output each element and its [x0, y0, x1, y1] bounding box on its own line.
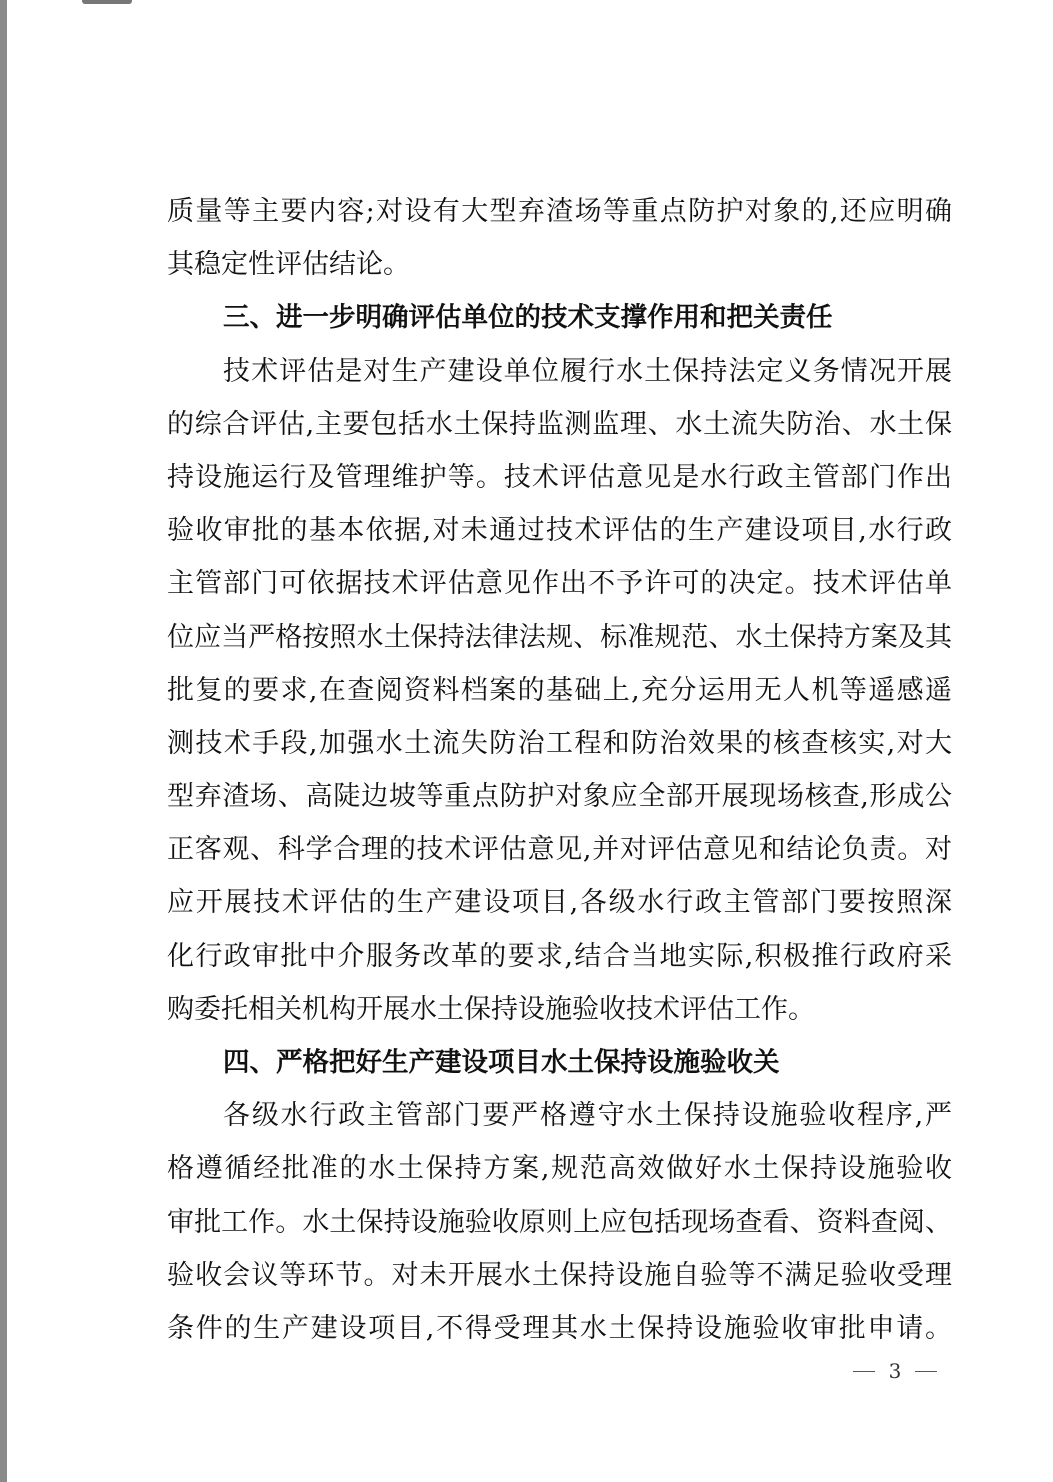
body-line: 验收会议等环节。对未开展水土保持设施自验等不满足验收受理 [167, 1259, 952, 1291]
body-line: 批复的要求,在查阅资料档案的基础上,充分运用无人机等遥感遥 [167, 674, 952, 706]
body-line: 的综合评估,主要包括水土保持监测监理、水土流失防治、水土保 [167, 408, 952, 440]
body-line: 条件的生产建设项目,不得受理其水土保持设施验收审批申请。 [167, 1312, 952, 1344]
body-line: 其稳定性评估结论。 [167, 249, 410, 281]
document-body [167, 185, 952, 1355]
section-heading: 三、进一步明确评估单位的技术支撑作用和把关责任 [223, 302, 833, 334]
page-footer [845, 1355, 945, 1387]
body-line: 购委托相关机构开展水土保持设施验收技术评估工作。 [167, 993, 815, 1025]
body-line: 化行政审批中介服务改革的要求,结合当地实际,积极推行政府采 [167, 940, 952, 972]
body-line: 格遵循经批准的水土保持方案,规范高效做好水土保持设施验收 [167, 1153, 952, 1185]
body-line: 主管部门可依据技术评估意见作出不予许可的决定。技术评估单 [167, 568, 952, 600]
paragraph-start-line: 技术评估是对生产建设单位履行水土保持法定义务情况开展 [223, 355, 952, 387]
scan-mark [82, 0, 132, 4]
body-line: 审批工作。水土保持设施验收原则上应包括现场查看、资料查阅、 [167, 1206, 952, 1238]
footer-dash-right [915, 1371, 937, 1372]
body-line: 持设施运行及管理维护等。技术评估意见是水行政主管部门作出 [167, 461, 952, 493]
footer-dash-left [853, 1371, 875, 1372]
scan-edge [0, 0, 7, 1482]
paragraph-start-line: 各级水行政主管部门要严格遵守水土保持设施验收程序,严 [223, 1100, 952, 1132]
body-line: 验收审批的基本依据,对未通过技术评估的生产建设项目,水行政 [167, 515, 952, 547]
body-line: 位应当严格按照水土保持法律法规、标准规范、水土保持方案及其 [167, 621, 952, 653]
body-line: 质量等主要内容;对设有大型弃渣场等重点防护对象的,还应明确 [167, 196, 952, 227]
body-line: 应开展技术评估的生产建设项目,各级水行政主管部门要按照深 [167, 887, 952, 919]
page-number: 3 [888, 1359, 902, 1383]
section-heading: 四、严格把好生产建设项目水土保持设施验收关 [223, 1047, 780, 1078]
body-line: 测技术手段,加强水土流失防治工程和防治效果的核查核实,对大 [167, 727, 952, 759]
body-line: 型弃渣场、高陡边坡等重点防护对象应全部开展现场核查,形成公 [167, 781, 952, 813]
body-line: 正客观、科学合理的技术评估意见,并对评估意见和结论负责。对 [167, 834, 952, 866]
